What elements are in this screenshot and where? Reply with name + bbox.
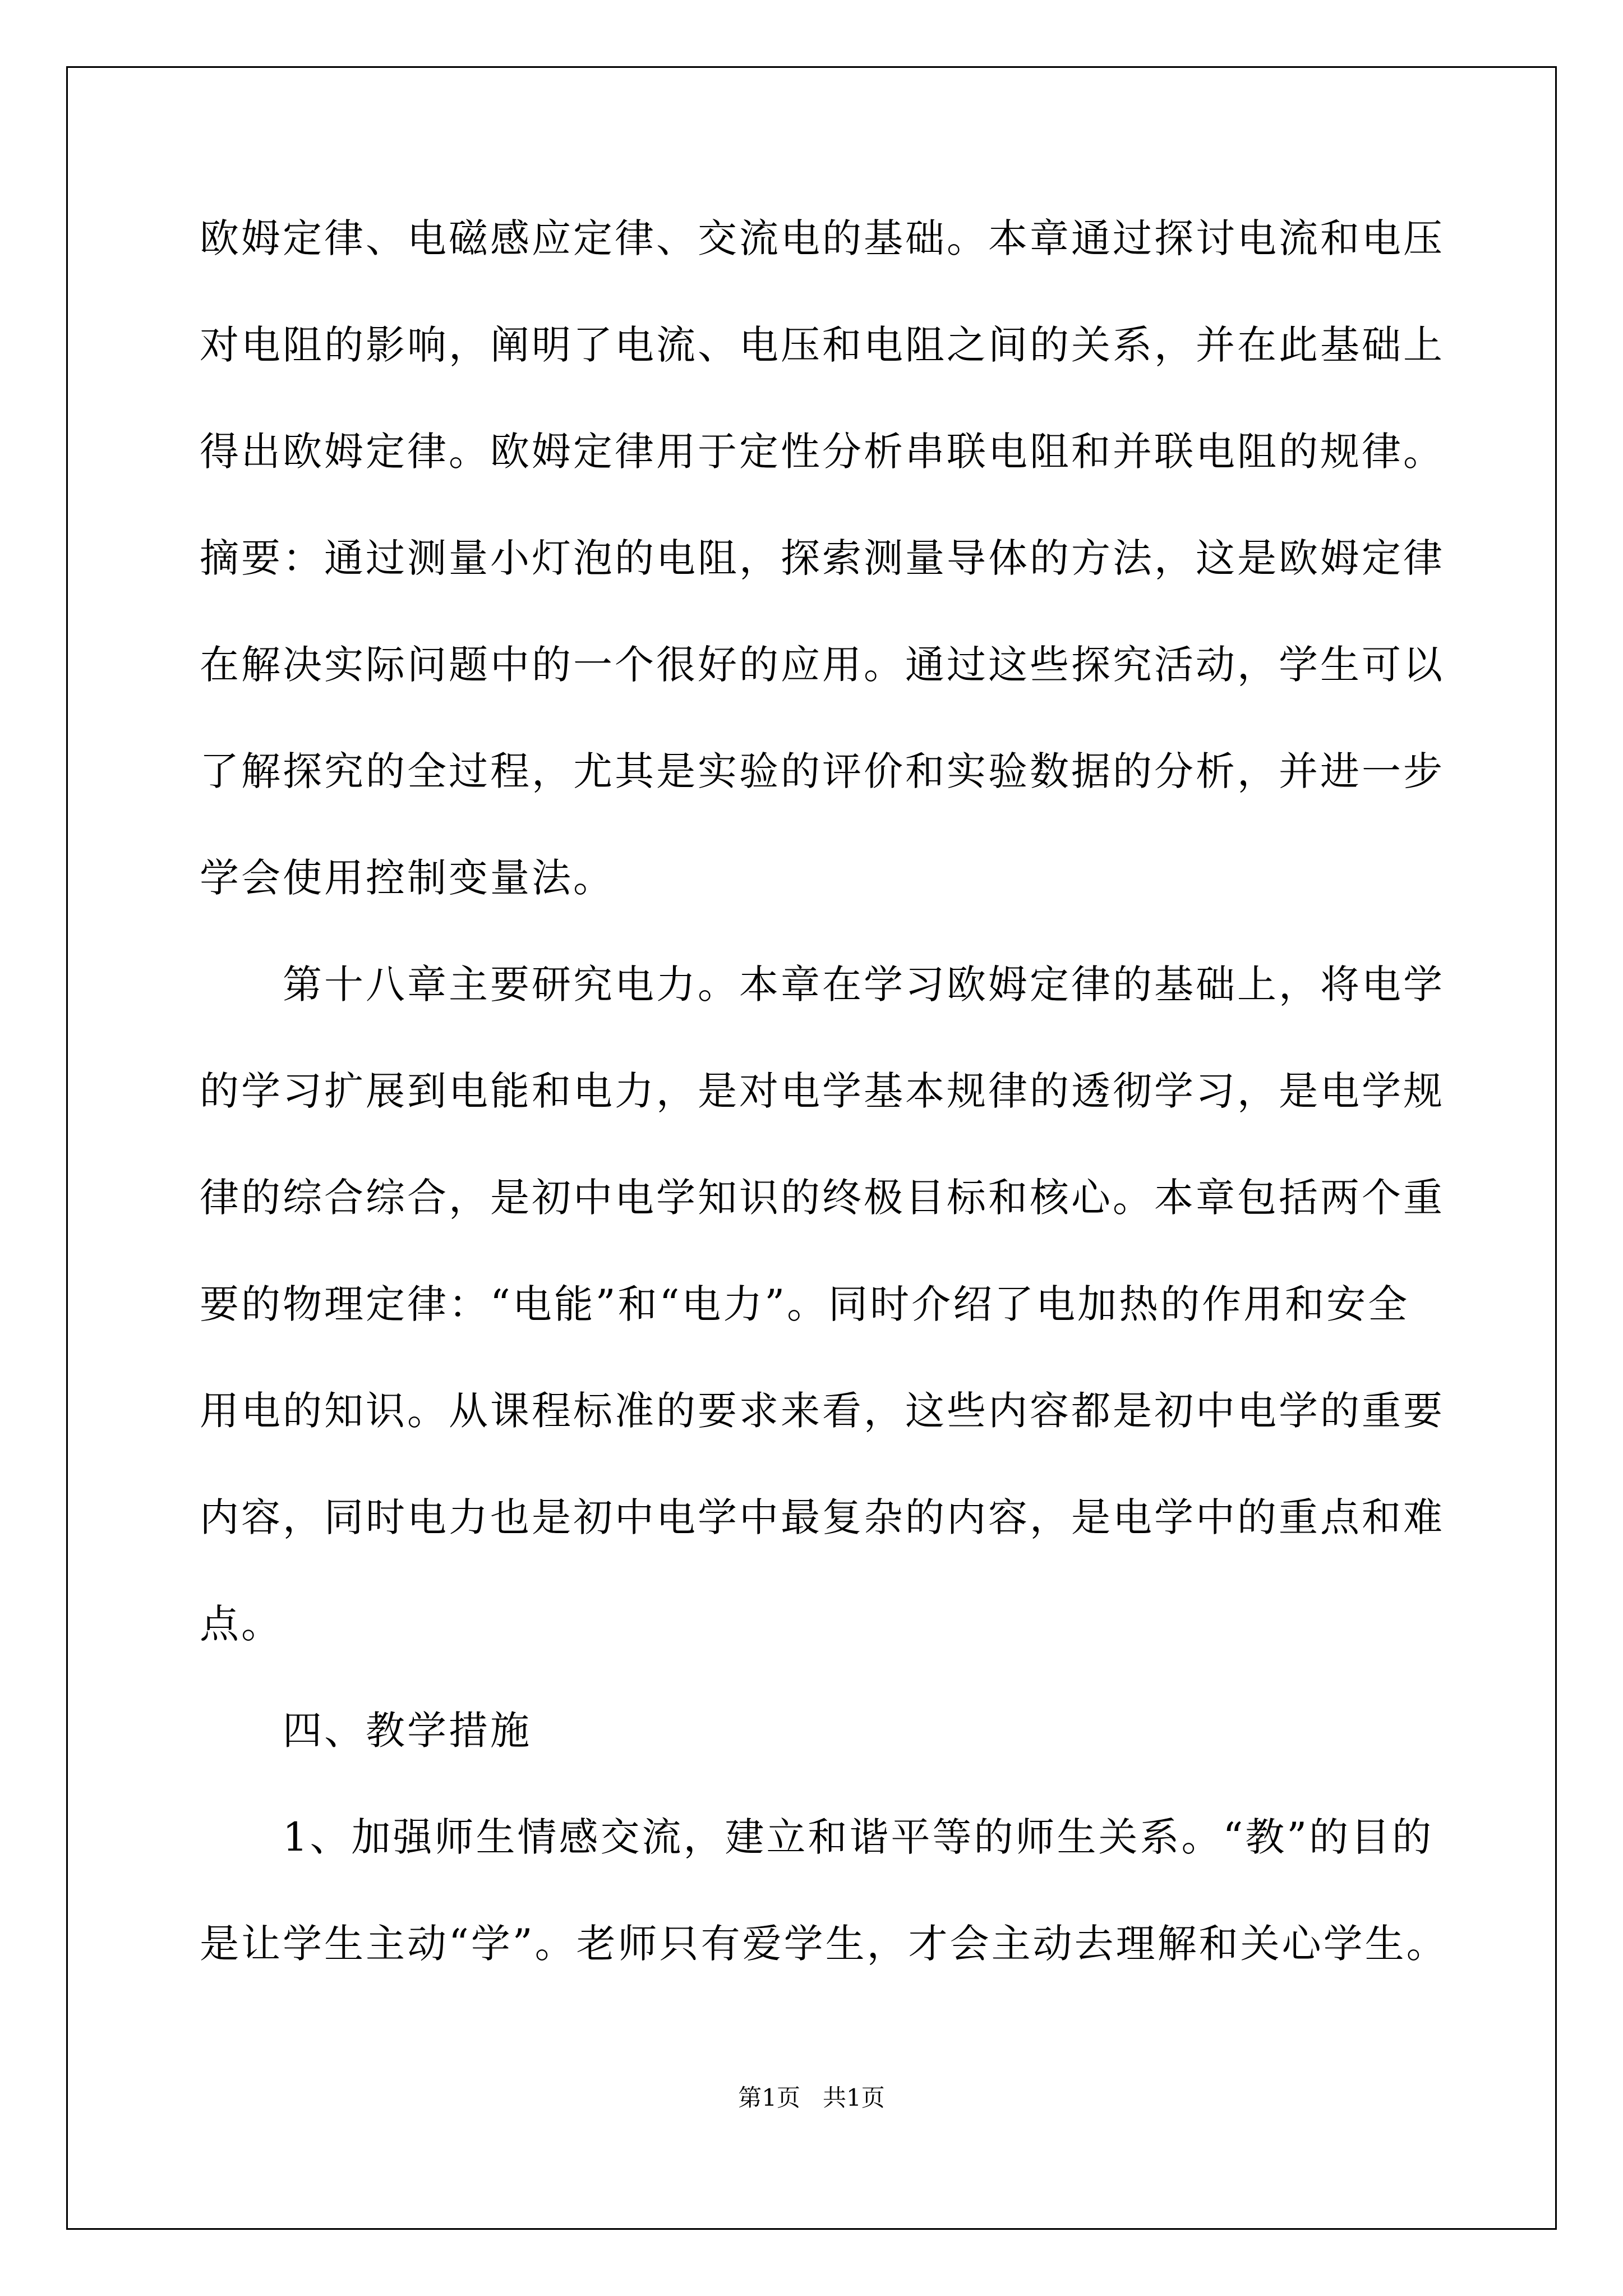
text-line: 在解决实际问题中的一个很好的应用。通过这些探究活动，学生可以: [200, 642, 1445, 688]
text-line: 摘要：通过测量小灯泡的电阻，探索测量导体的方法，这是欧姆定律: [200, 535, 1445, 581]
text-line: 第十八章主要研究电力。本章在学习欧姆定律的基础上，将电学: [283, 961, 1445, 1007]
text-line: 律的综合综合，是初中电学知识的终极目标和核心。本章包括两个重: [200, 1175, 1445, 1221]
text-line: 学会使用控制变量法。: [200, 855, 615, 901]
text-line: 要的物理定律：“电能”和“电力”。同时介绍了电加热的作用和安全: [200, 1281, 1410, 1327]
text-line: 1、加强师生情感交流，建立和谐平等的师生关系。“教”的目的: [283, 1814, 1434, 1860]
text-line: 的学习扩展到电能和电力，是对电学基本规律的透彻学习，是电学规: [200, 1068, 1445, 1114]
text-line: 了解探究的全过程，尤其是实验的评价和实验数据的分析，并进一步: [200, 748, 1445, 794]
text-line: 对电阻的影响，阐明了电流、电压和电阻之间的关系，并在此基础上: [200, 322, 1445, 368]
text-line: 欧姆定律、电磁感应定律、交流电的基础。本章通过探讨电流和电压: [200, 215, 1445, 261]
text-line: 用电的知识。从课程标准的要求来看，这些内容都是初中电学的重要: [200, 1388, 1445, 1434]
page-number-footer: 第1页 共1页: [738, 2084, 885, 2111]
text-line: 得出欧姆定律。欧姆定律用于定性分析串联电阻和并联电阻的规律。: [200, 429, 1445, 475]
document-body: [200, 215, 1448, 2031]
text-line: 是让学生主动“学”。老师只有爱学生，才会主动去理解和关心学生。: [200, 1921, 1448, 1967]
text-line: 点。: [200, 1601, 283, 1647]
text-line: 内容，同时电力也是初中电学中最复杂的内容，是电学中的重点和难: [200, 1494, 1445, 1540]
section-heading: 四、教学措施: [283, 1708, 532, 1754]
